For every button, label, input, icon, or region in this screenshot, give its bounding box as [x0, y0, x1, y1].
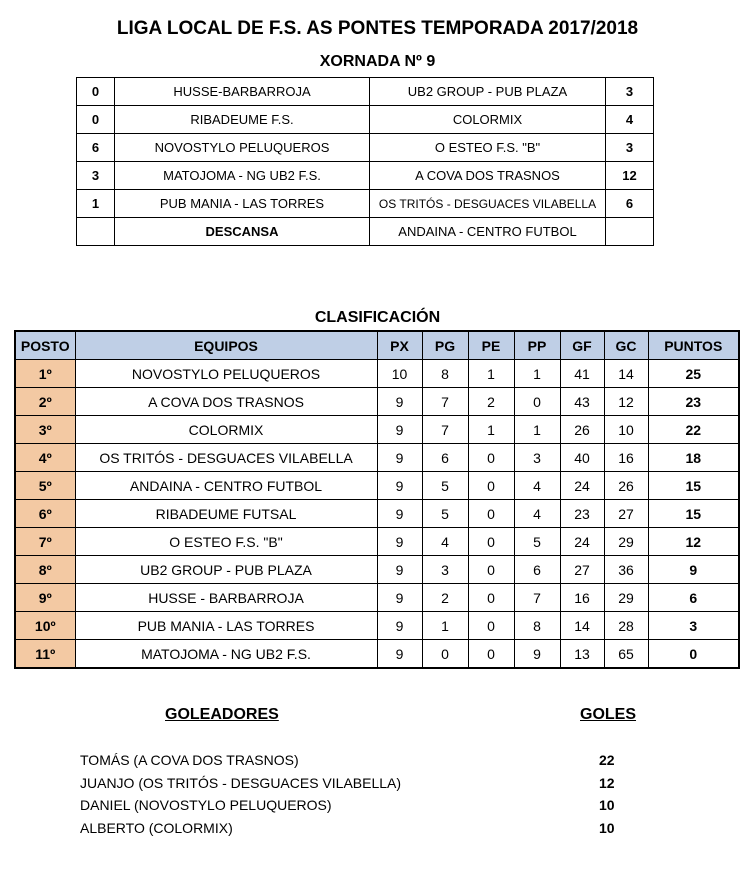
header-pe: PE — [468, 331, 514, 360]
lost-cell: 3 — [514, 444, 560, 472]
goals-against-cell: 14 — [604, 360, 648, 388]
page-title: LIGA LOCAL DE F.S. AS PONTES TEMPORADA 2017/2018 — [116, 18, 639, 39]
home-score — [77, 218, 115, 246]
away-team: O ESTEO F.S. "B" — [370, 134, 606, 162]
away-score — [606, 218, 654, 246]
goals-against-cell: 27 — [604, 500, 648, 528]
points-cell: 9 — [648, 556, 739, 584]
team-name: MATOJOMA - NG UB2 F.S. — [75, 640, 377, 669]
header-pp: PP — [514, 331, 560, 360]
standings-row — [15, 556, 739, 584]
away-team: A COVA DOS TRASNOS — [370, 162, 606, 190]
home-score: 6 — [77, 134, 115, 162]
goals-against-cell: 28 — [604, 612, 648, 640]
won-cell: 0 — [422, 640, 468, 669]
standings-row — [15, 584, 739, 612]
home-score: 3 — [77, 162, 115, 190]
standings-table — [14, 330, 740, 669]
away-score: 3 — [606, 134, 654, 162]
header-gc: GC — [604, 331, 648, 360]
standings-row — [15, 528, 739, 556]
result-row — [77, 134, 654, 162]
played-cell: 9 — [377, 472, 422, 500]
played-cell: 9 — [377, 612, 422, 640]
lost-cell: 9 — [514, 640, 560, 669]
goals-against-cell: 29 — [604, 528, 648, 556]
scorer-goals: 22 — [599, 752, 615, 768]
played-cell: 9 — [377, 444, 422, 472]
home-score: 0 — [77, 106, 115, 134]
team-name: NOVOSTYLO PELUQUEROS — [75, 360, 377, 388]
results-table — [76, 77, 654, 246]
goals-for-cell: 16 — [560, 584, 604, 612]
drawn-cell: 0 — [468, 640, 514, 669]
result-row — [77, 162, 654, 190]
standings-row — [15, 500, 739, 528]
bye-label: DESCANSA — [115, 218, 370, 246]
away-team: OS TRITÓS - DESGUACES VILABELLA — [370, 190, 606, 218]
away-team: UB2 GROUP - PUB PLAZA — [370, 78, 606, 106]
team-name: O ESTEO F.S. "B" — [75, 528, 377, 556]
drawn-cell: 0 — [468, 556, 514, 584]
goals-for-cell: 13 — [560, 640, 604, 669]
position-cell: 6º — [15, 500, 75, 528]
drawn-cell: 0 — [468, 584, 514, 612]
scorer-row — [80, 820, 640, 842]
played-cell: 10 — [377, 360, 422, 388]
scorer-goals: 10 — [599, 820, 615, 836]
result-row — [77, 78, 654, 106]
header-puntos: PUNTOS — [648, 331, 739, 360]
position-cell: 2º — [15, 388, 75, 416]
standings-row — [15, 640, 739, 669]
lost-cell: 8 — [514, 612, 560, 640]
scorer-row — [80, 775, 640, 797]
points-cell: 12 — [648, 528, 739, 556]
drawn-cell: 0 — [468, 612, 514, 640]
drawn-cell: 0 — [468, 528, 514, 556]
position-cell: 7º — [15, 528, 75, 556]
home-team: MATOJOMA - NG UB2 F.S. — [115, 162, 370, 190]
standings-row — [15, 472, 739, 500]
position-cell: 3º — [15, 416, 75, 444]
goals-for-cell: 40 — [560, 444, 604, 472]
standings-title: CLASIFICACIÓN — [314, 309, 441, 326]
points-cell: 6 — [648, 584, 739, 612]
played-cell: 9 — [377, 528, 422, 556]
team-name: RIBADEUME FUTSAL — [75, 500, 377, 528]
team-name: UB2 GROUP - PUB PLAZA — [75, 556, 377, 584]
drawn-cell: 1 — [468, 416, 514, 444]
position-cell: 5º — [15, 472, 75, 500]
won-cell: 8 — [422, 360, 468, 388]
played-cell: 9 — [377, 416, 422, 444]
team-name: PUB MANIA - LAS TORRES — [75, 612, 377, 640]
scorer-name: JUANJO (OS TRITÓS - DESGUACES VILABELLA) — [80, 775, 402, 791]
position-cell: 8º — [15, 556, 75, 584]
points-cell: 23 — [648, 388, 739, 416]
goals-for-cell: 41 — [560, 360, 604, 388]
matchday-title: XORNADA Nº 9 — [319, 53, 436, 70]
result-row — [77, 106, 654, 134]
team-name: HUSSE - BARBARROJA — [75, 584, 377, 612]
standings-row — [15, 612, 739, 640]
team-name: OS TRITÓS - DESGUACES VILABELLA — [75, 444, 377, 472]
team-name: COLORMIX — [75, 416, 377, 444]
goals-for-cell: 26 — [560, 416, 604, 444]
standings-row — [15, 360, 739, 388]
won-cell: 4 — [422, 528, 468, 556]
drawn-cell: 2 — [468, 388, 514, 416]
position-cell: 1º — [15, 360, 75, 388]
scorer-name: DANIEL (NOVOSTYLO PELUQUEROS) — [80, 797, 332, 813]
won-cell: 5 — [422, 500, 468, 528]
drawn-cell: 0 — [468, 500, 514, 528]
goals-for-cell: 24 — [560, 528, 604, 556]
drawn-cell: 1 — [468, 360, 514, 388]
scorer-row — [80, 752, 640, 774]
away-score: 12 — [606, 162, 654, 190]
header-px: PX — [377, 331, 422, 360]
goals-for-cell: 23 — [560, 500, 604, 528]
goals-for-cell: 14 — [560, 612, 604, 640]
standings-header-row — [15, 331, 739, 360]
away-team: ANDAINA - CENTRO FUTBOL — [370, 218, 606, 246]
scorer-goals: 12 — [599, 775, 615, 791]
position-cell: 4º — [15, 444, 75, 472]
played-cell: 9 — [377, 388, 422, 416]
standings-row — [15, 388, 739, 416]
points-cell: 25 — [648, 360, 739, 388]
points-cell: 22 — [648, 416, 739, 444]
lost-cell: 7 — [514, 584, 560, 612]
header-gf: GF — [560, 331, 604, 360]
goals-for-cell: 24 — [560, 472, 604, 500]
won-cell: 2 — [422, 584, 468, 612]
scorer-goals: 10 — [599, 797, 615, 813]
won-cell: 1 — [422, 612, 468, 640]
home-team: NOVOSTYLO PELUQUEROS — [115, 134, 370, 162]
position-cell: 9º — [15, 584, 75, 612]
away-score: 4 — [606, 106, 654, 134]
scorers-title: GOLEADORES — [165, 706, 279, 723]
scorer-name: ALBERTO (COLORMIX) — [80, 820, 233, 836]
lost-cell: 4 — [514, 472, 560, 500]
drawn-cell: 0 — [468, 472, 514, 500]
position-cell: 11º — [15, 640, 75, 669]
header-posto: POSTO — [15, 331, 75, 360]
goals-title: GOLES — [580, 706, 637, 723]
points-cell: 0 — [648, 640, 739, 669]
lost-cell: 6 — [514, 556, 560, 584]
won-cell: 7 — [422, 416, 468, 444]
goals-against-cell: 16 — [604, 444, 648, 472]
home-team: PUB MANIA - LAS TORRES — [115, 190, 370, 218]
goals-against-cell: 29 — [604, 584, 648, 612]
standings-row — [15, 444, 739, 472]
lost-cell: 1 — [514, 416, 560, 444]
home-team: RIBADEUME F.S. — [115, 106, 370, 134]
position-cell: 10º — [15, 612, 75, 640]
home-score: 0 — [77, 78, 115, 106]
goals-for-cell: 27 — [560, 556, 604, 584]
goals-against-cell: 26 — [604, 472, 648, 500]
standings-row — [15, 416, 739, 444]
lost-cell: 5 — [514, 528, 560, 556]
lost-cell: 4 — [514, 500, 560, 528]
header-pg: PG — [422, 331, 468, 360]
won-cell: 6 — [422, 444, 468, 472]
points-cell: 15 — [648, 472, 739, 500]
scorer-name: TOMÁS (A COVA DOS TRASNOS) — [80, 752, 299, 768]
away-team: COLORMIX — [370, 106, 606, 134]
played-cell: 9 — [377, 500, 422, 528]
won-cell: 3 — [422, 556, 468, 584]
goals-for-cell: 43 — [560, 388, 604, 416]
played-cell: 9 — [377, 556, 422, 584]
goals-against-cell: 36 — [604, 556, 648, 584]
won-cell: 7 — [422, 388, 468, 416]
home-team: HUSSE-BARBARROJA — [115, 78, 370, 106]
away-score: 3 — [606, 78, 654, 106]
team-name: A COVA DOS TRASNOS — [75, 388, 377, 416]
goals-against-cell: 10 — [604, 416, 648, 444]
goals-against-cell: 12 — [604, 388, 648, 416]
header-equipos: EQUIPOS — [75, 331, 377, 360]
played-cell: 9 — [377, 584, 422, 612]
scorer-row — [80, 797, 640, 819]
points-cell: 15 — [648, 500, 739, 528]
lost-cell: 1 — [514, 360, 560, 388]
result-row — [77, 190, 654, 218]
result-row — [77, 218, 654, 246]
points-cell: 18 — [648, 444, 739, 472]
team-name: ANDAINA - CENTRO FUTBOL — [75, 472, 377, 500]
drawn-cell: 0 — [468, 444, 514, 472]
goals-against-cell: 65 — [604, 640, 648, 669]
won-cell: 5 — [422, 472, 468, 500]
home-score: 1 — [77, 190, 115, 218]
points-cell: 3 — [648, 612, 739, 640]
lost-cell: 0 — [514, 388, 560, 416]
away-score: 6 — [606, 190, 654, 218]
played-cell: 9 — [377, 640, 422, 669]
